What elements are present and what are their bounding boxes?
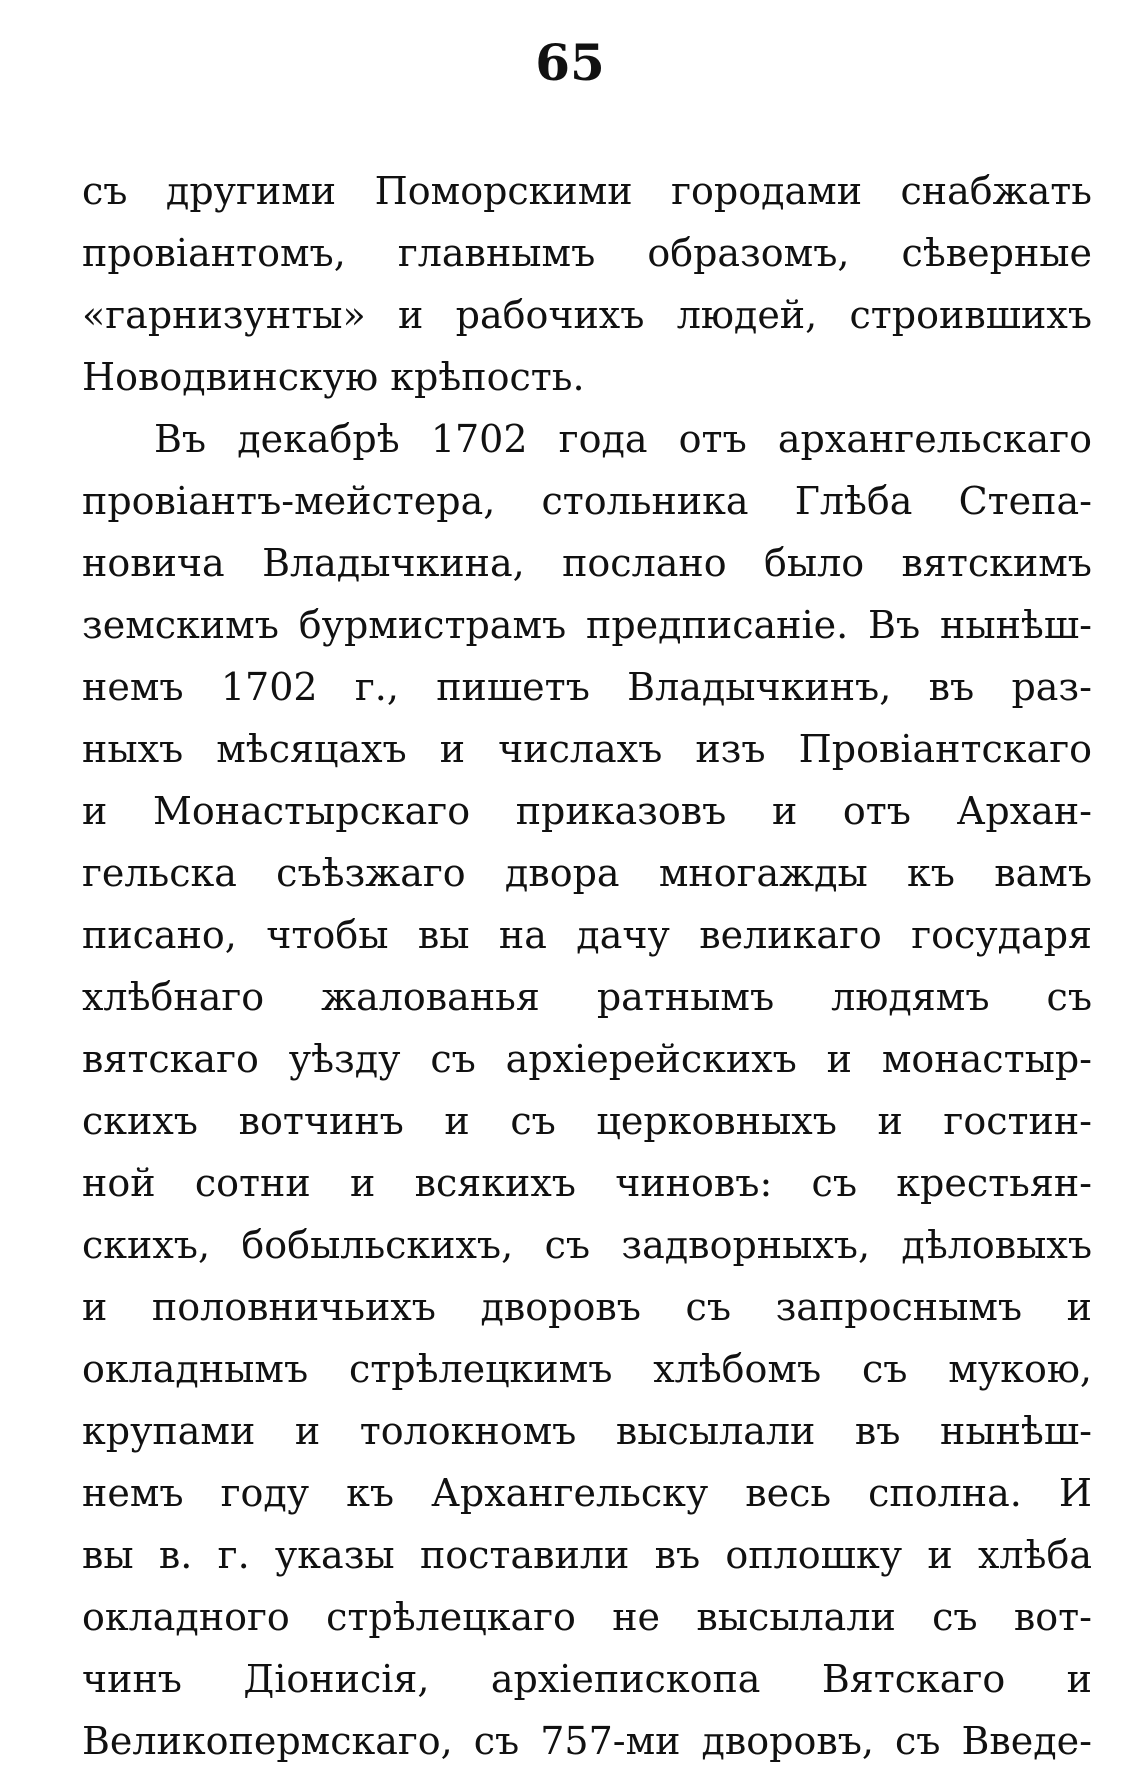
text-line: Великопермскаго, съ 757-ми дворовъ, съ Введе- [82,1719,1092,1763]
text-line: гельска съѣзжаго двора многажды къ вамъ [82,851,1092,895]
text-line: земскимъ бурмистрамъ предписаніе. Въ нынѣш- [82,603,1092,647]
text-line: провіантомъ, главнымъ образомъ, сѣверные [82,231,1092,275]
text-line: скихъ, бобыльскихъ, съ задворныхъ, дѣловыхъ [82,1223,1092,1267]
text-line: окладнымъ стрѣлецкимъ хлѣбомъ съ мукою, [82,1347,1092,1391]
text-line: скихъ вотчинъ и съ церковныхъ и гостин- [82,1099,1092,1143]
text-line: съ другими Поморскими городами снабжать [82,169,1092,213]
text-line: Въ декабрѣ 1702 года отъ архангельскаго [154,417,1092,461]
text-line: и половничьихъ дворовъ съ запроснымъ и [82,1285,1092,1329]
text-line: писано, чтобы вы на дачу великаго государя [82,913,1092,957]
text-line: Новодвинскую крѣпость. [82,355,585,399]
text-line: немъ 1702 г., пишетъ Владычкинъ, въ раз- [82,665,1092,709]
text-line: хлѣбнаго жалованья ратнымъ людямъ съ [82,975,1092,1019]
page-number: 65 [535,33,605,92]
page-body-text [82,160,1092,1772]
text-line: «гарнизунты» и рабочихъ людей, строившихъ [82,293,1092,337]
text-line: окладного стрѣлецкаго не высылали съ вот- [82,1595,1092,1639]
text-line: новича Владычкина, послано было вятскимъ [82,541,1092,585]
text-line: чинъ Діонисія, архіепископа Вятскаго и [82,1657,1092,1701]
text-line: вы в. г. указы поставили въ оплошку и хлѣба [82,1533,1092,1577]
text-line: вятскаго уѣзду съ архіерейскихъ и монастыр- [82,1037,1092,1081]
text-line: немъ году къ Архангельску весь сполна. И [82,1471,1092,1515]
text-line: и Монастырскаго приказовъ и отъ Архан- [82,789,1092,833]
text-line: ныхъ мѣсяцахъ и числахъ изъ Провіантскаго [82,727,1092,771]
text-line: провіантъ-мейстера, стольника Глѣба Степа- [82,479,1092,523]
text-line: крупами и толокномъ высылали въ нынѣш- [82,1409,1092,1453]
text-line: ной сотни и всякихъ чиновъ: съ крестьян- [82,1161,1092,1205]
